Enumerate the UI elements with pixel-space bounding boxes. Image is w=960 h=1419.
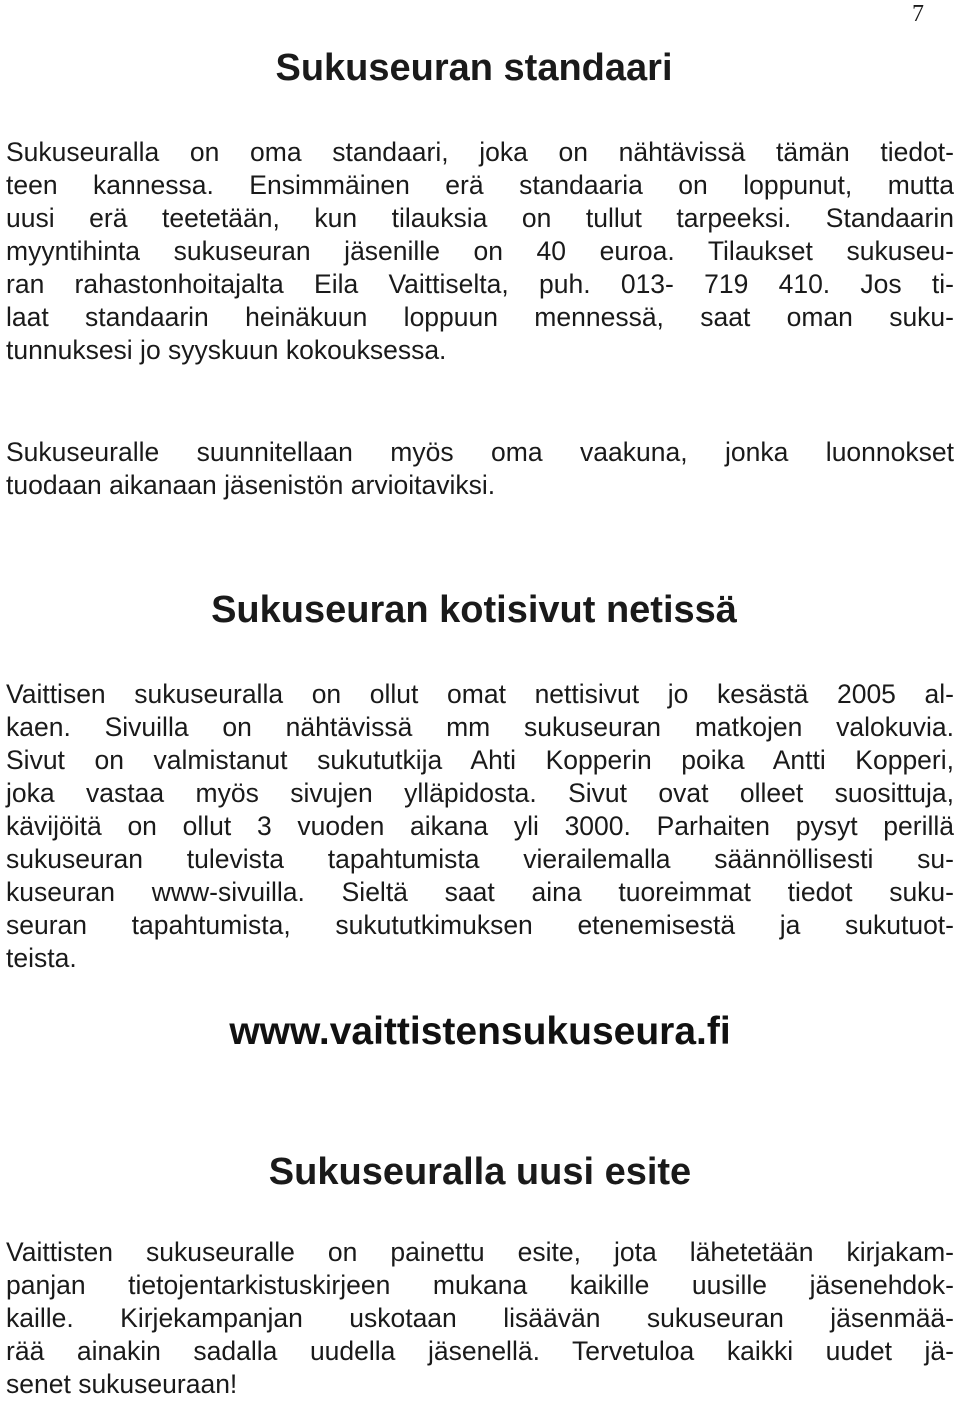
text-line: senet sukuseuraan!: [6, 1369, 238, 1399]
text-line: rää ainakin sadalla uudella jäsenellä. Tervetuloa kaikki uudet jä-: [6, 1336, 954, 1366]
section-heading-esite: Sukuseuralla uusi esite: [268, 1151, 692, 1193]
text-line: Sukuseuralle suunnitellaan myös oma vaakuna, jonka luonnokset: [6, 437, 954, 467]
paragraph-esite: [6, 1236, 954, 1401]
text-line: teen kannessa. Ensimmäinen erä standaaria on loppunut, mutta: [6, 170, 954, 200]
text-line: kävijöitä on ollut 3 vuoden aikana yli 3000. Parhaiten pysyt perillä: [6, 811, 954, 841]
section-heading-kotisivut: Sukuseuran kotisivut netissä: [211, 589, 737, 631]
text-line: kaille. Kirjekampanjan uskotaan lisäävän sukuseuran jäsenmää-: [6, 1303, 954, 1333]
text-line: Sukuseuralla on oma standaari, joka on nähtävissä tämän tiedot-: [6, 137, 954, 167]
text-line: myyntihinta sukuseuran jäsenille on 40 euroa. Tilaukset sukuseu-: [6, 236, 954, 266]
text-line: Vaittisen sukuseuralla on ollut omat nettisivut jo kesästä 2005 al-: [6, 679, 954, 709]
text-line: sukuseuran tulevista tapahtumista vierailemalla säännöllisesti su-: [6, 844, 954, 874]
text-line: Sivut on valmistanut sukututkija Ahti Kopperin poika Antti Kopperi,: [6, 745, 954, 775]
text-line: ran rahastonhoitajalta Eila Vaittiselta, puh. 013- 719 410. Jos ti-: [6, 269, 954, 299]
paragraph-standaari-2: [6, 436, 954, 502]
text-line: tuodaan aikanaan jäsenistön arvioitaviksi.: [6, 470, 496, 500]
text-line: teista.: [6, 943, 77, 973]
text-line: joka vastaa myös sivujen ylläpidosta. Sivut ovat olleet suosittuja,: [6, 778, 954, 808]
section-heading-standaari: Sukuseuran standaari: [275, 47, 673, 89]
text-line: laat standaarin heinäkuun loppuun mennessä, saat oman suku-: [6, 302, 954, 332]
text-line: Vaittisten sukuseuralle on painettu esite, jota lähetetään kirjakam-: [6, 1237, 954, 1267]
page-number: 7: [912, 1, 924, 27]
text-line: tunnuksesi jo syyskuun kokouksessa.: [6, 335, 447, 365]
text-line: kuseuran www-sivuilla. Sieltä saat aina tuoreimmat tiedot suku-: [6, 877, 954, 907]
text-line: seuran tapahtumista, sukututkimuksen etenemisestä ja sukutuot-: [6, 910, 954, 940]
text-line: kaen. Sivuilla on nähtävissä mm sukuseuran matkojen valokuvia.: [6, 712, 954, 742]
text-line: uusi erä teetetään, kun tilauksia on tullut tarpeeksi. Standaarin: [6, 203, 954, 233]
paragraph-kotisivut: [6, 678, 954, 975]
text-line: panjan tietojentarkistuskirjeen mukana kaikille uusille jäsenehdok-: [6, 1270, 954, 1300]
paragraph-standaari-1: [6, 136, 954, 367]
website-url: www.vaittistensukuseura.fi: [229, 1010, 731, 1053]
